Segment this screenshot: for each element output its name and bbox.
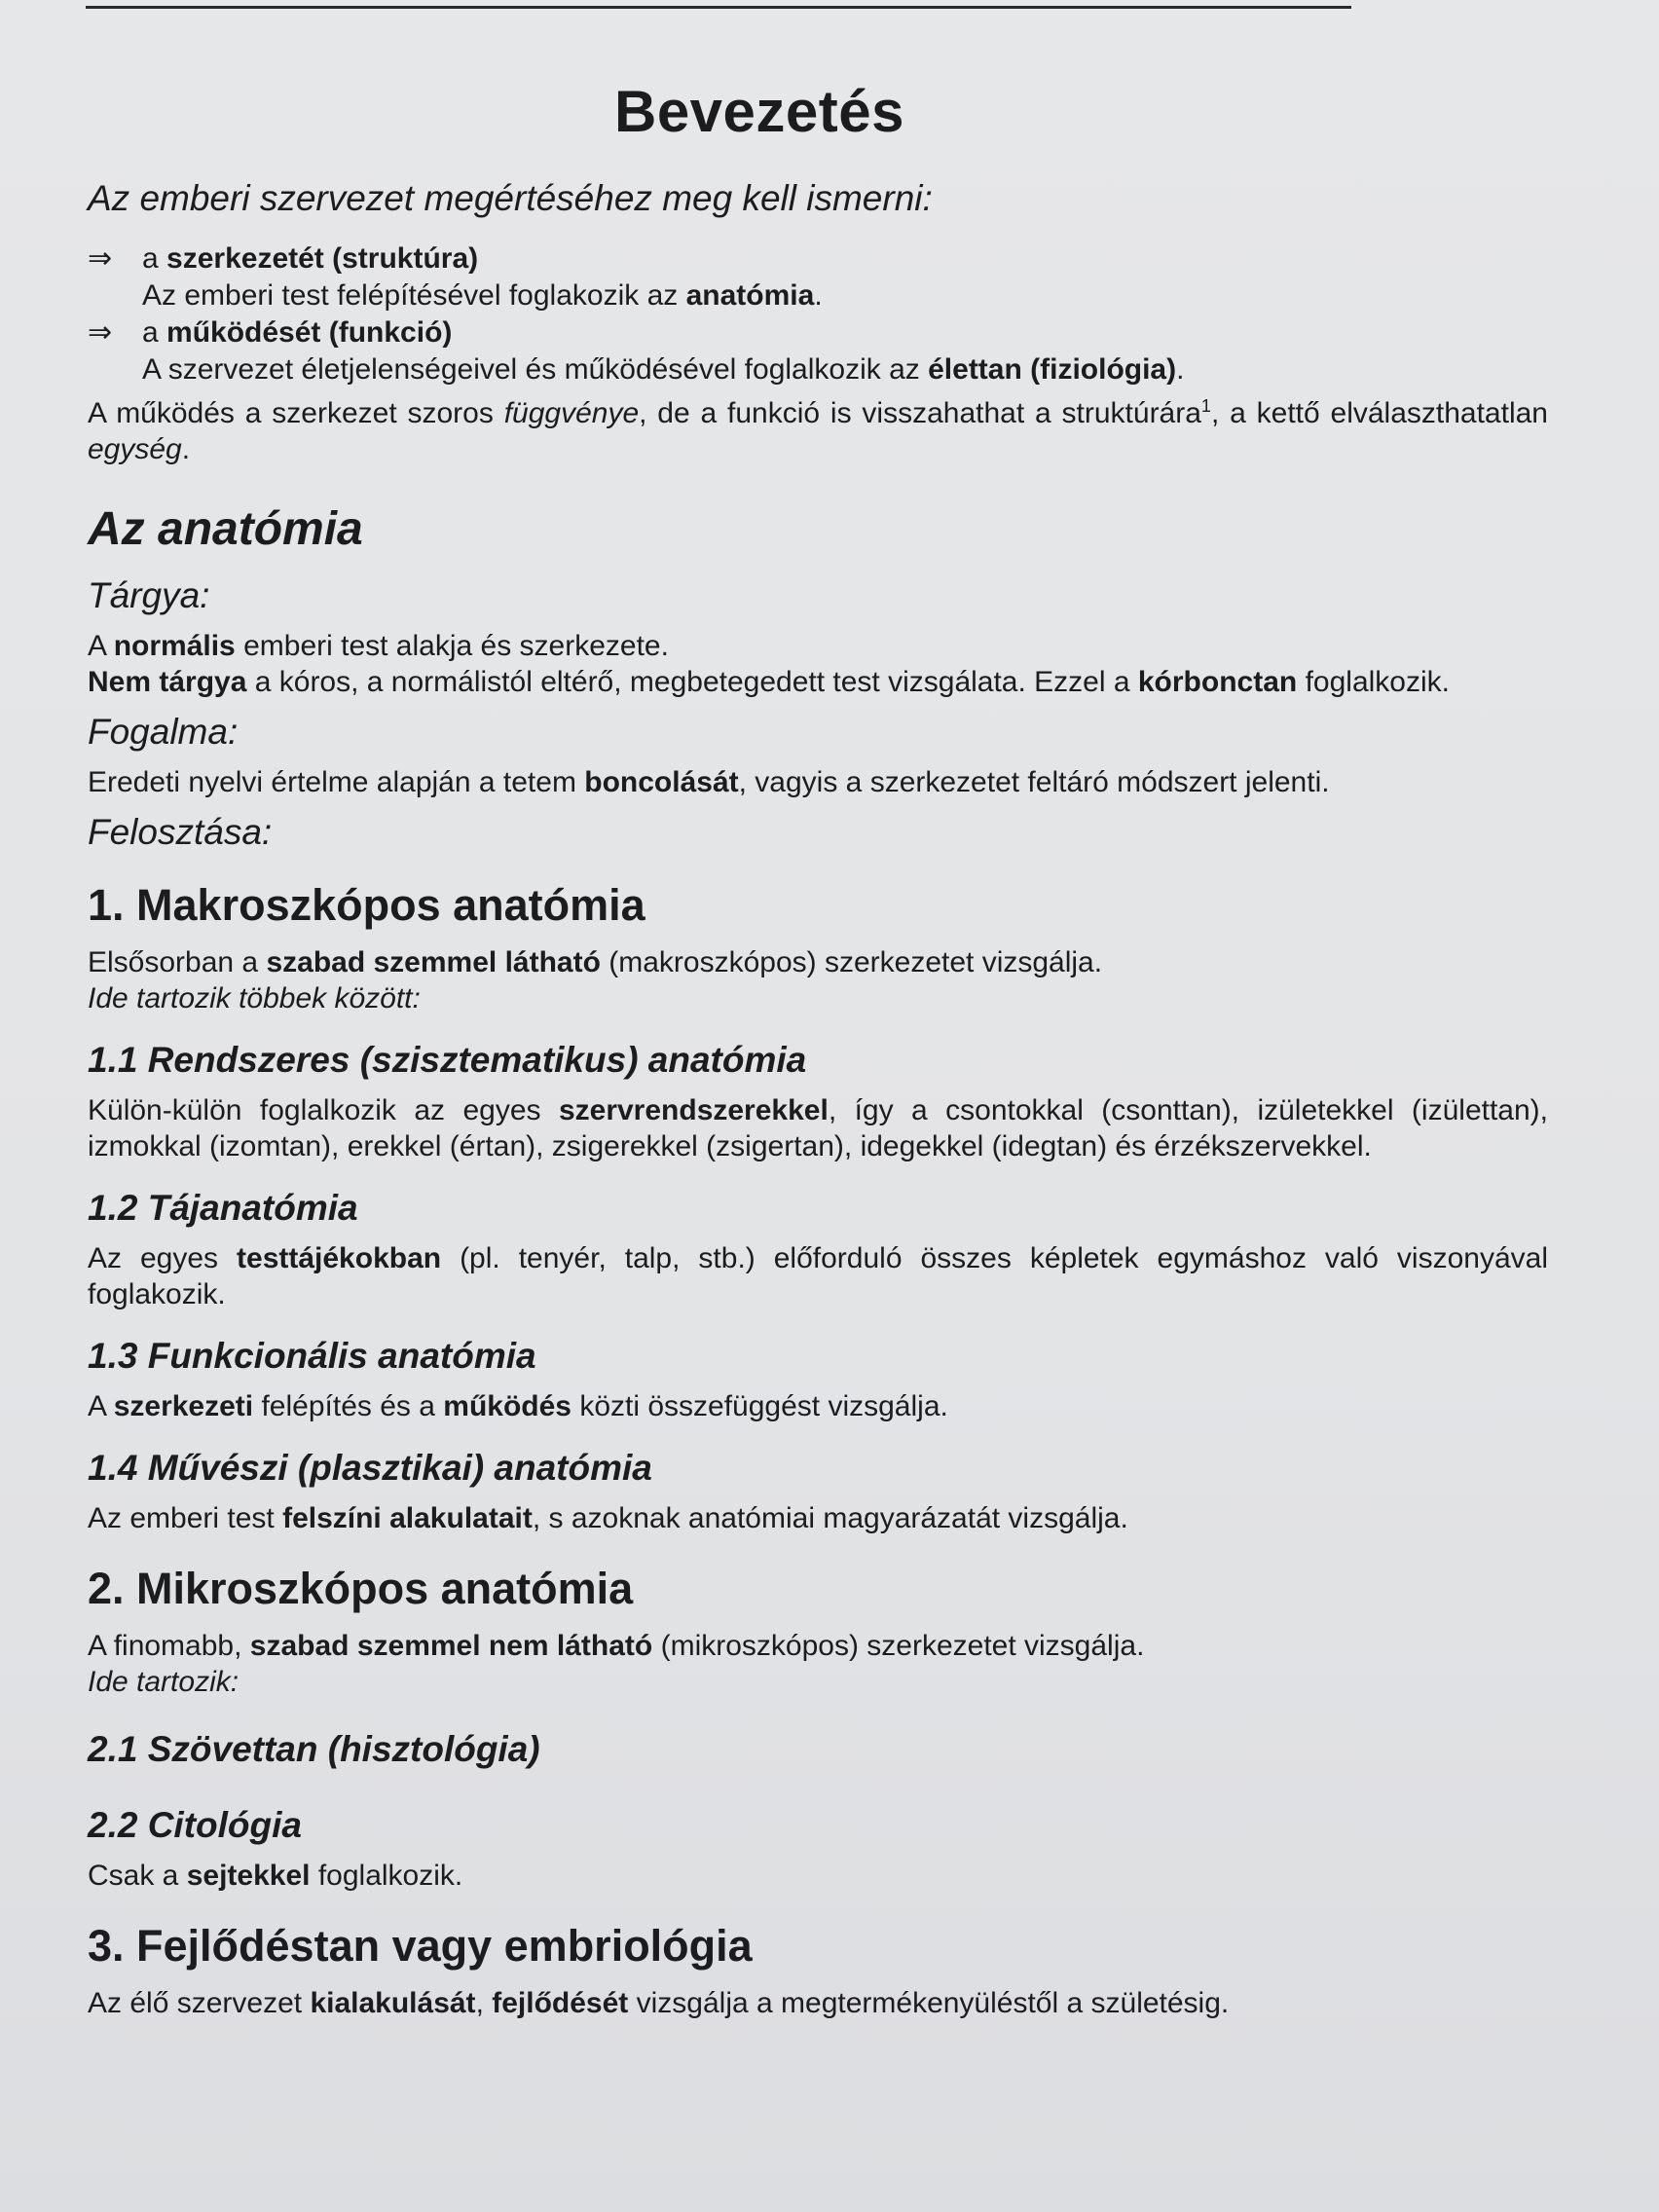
macro-text: Elsősorban a szabad szemmel látható (makroszkópos) szerkezetet vizsgálja. [88, 946, 1103, 978]
macro-heading: 1. Makroszkópos anatómia [88, 880, 645, 930]
micro-heading: 2. Mikroszkópos anatómia [88, 1564, 634, 1613]
not-subject-text: Nem tárgya a kóros, a normálistól eltérő, megbetegedett test vizsgálata. Ezzel a kórbonctan foglalkozik. [88, 666, 1450, 698]
embryology-heading: 3. Fejlődéstan vagy embriológia [88, 1921, 753, 1971]
macro-note: Ide tartozik többek között: [88, 982, 421, 1014]
arrow-item: ⇒ a szerkezetét (struktúra) Az emberi test felépítésével foglakozik az anatómia. [88, 242, 823, 312]
regional-heading: 1.2 Tájanatómia [88, 1188, 358, 1228]
intro-text: Az emberi szervezet megértéséhez meg kell ismerni: [88, 178, 933, 218]
arrow-item: ⇒ a működését (funkció) A szervezet életjelenségeivel és működésével foglalkozik az élettan (fiziológia). [88, 316, 1185, 386]
subject-text: A normális emberi test alakja és szerkezete. [88, 630, 669, 662]
cytology-text: Csak a sejtekkel foglalkozik. [88, 1860, 463, 1892]
systematic-text: Külön-külön foglalkozik az egyes szervrendszerekkel, így a csontokkal (csonttan), izületekkel (izülettan), izmokkal (izomtan), erekkel (értan), zsigerekkel (zsigertan), idegekkel (idegtan) és érzékszervekkel. [88, 1094, 1548, 1162]
functional-heading: 1.3 Funkcionális anatómia [88, 1336, 536, 1376]
subject-label: Tárgya: [88, 575, 210, 615]
micro-note: Ide tartozik: [88, 1666, 240, 1698]
regional-text: Az egyes testtájékokban (pl. tenyér, talp, stb.) előforduló összes képletek egymáshoz való viszonyával foglakozik. [88, 1242, 1548, 1310]
functional-text: A szerkezeti felépítés és a működés közti összefüggést vizsgálja. [88, 1390, 948, 1422]
arrow-icon: ⇒ [88, 242, 113, 275]
page-content [88, 78, 1548, 2021]
anatomy-heading: Az anatómia [88, 503, 363, 555]
concept-text: Eredeti nyelvi értelme alapján a tetem boncolását, vagyis a szerkezetet feltáró módszert jelenti. [88, 766, 1330, 798]
relation-paragraph: A működés a szerkezet szoros függvénye, de a funkció is visszahathat a struktúrára$^1$, a kettő elválaszthatatlan egység. [88, 396, 1548, 465]
concept-label: Fogalma: [88, 712, 239, 752]
histology-heading: 2.1 Szövettan (hisztológia) [88, 1729, 540, 1769]
page-title: Bevezetés [613, 79, 905, 144]
embryology-text: Az élő szervezet kialakulását, fejlődését vizsgálja a megtermékenyüléstől a születésig. [88, 1987, 1230, 2019]
artistic-text: Az emberi test felszíni alakulatait, s azoknak anatómiai magyarázatát vizsgálja. [88, 1502, 1128, 1534]
arrow-icon: ⇒ [88, 316, 113, 349]
systematic-heading: 1.1 Rendszeres (szisztematikus) anatómia [88, 1040, 807, 1080]
micro-text: A finomabb, szabad szemmel nem látható (mikroszkópos) szerkezetet vizsgálja. [88, 1630, 1145, 1662]
cytology-heading: 2.2 Citológia [88, 1805, 302, 1845]
top-rule [86, 6, 1351, 9]
artistic-heading: 1.4 Művészi (plasztikai) anatómia [88, 1448, 652, 1488]
division-label: Felosztása: [88, 812, 273, 852]
